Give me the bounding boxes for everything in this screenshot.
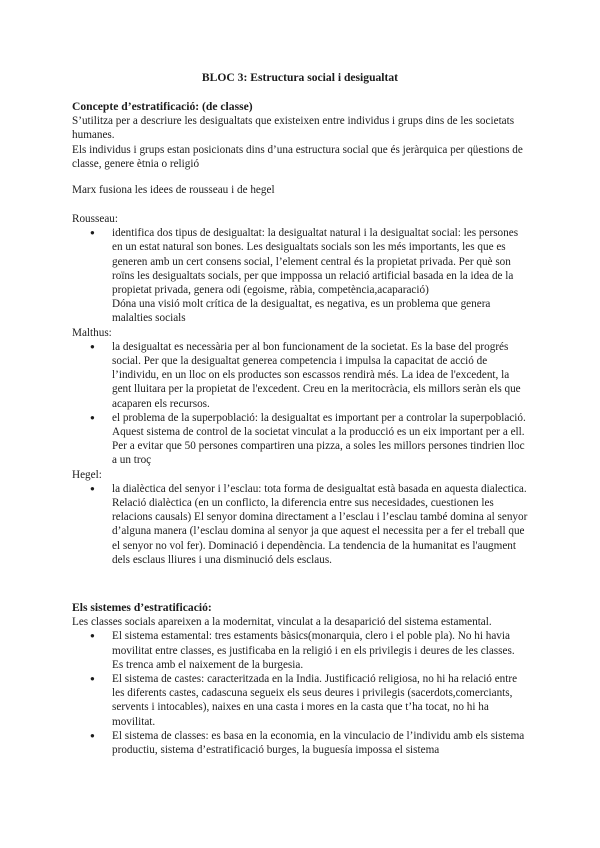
systems-section <box>72 601 528 757</box>
systems-heading: Els sistemes d’estratificació: <box>72 601 212 614</box>
rousseau-note: Dóna una visió molt crítica de la desigualtat, es negativa, es un problema que genera malalties socials <box>112 298 491 325</box>
systems-item-estamental: ● El sistema estamental: tres estaments bàsics(monarquia, clero i el poble pla). No hi havia movilitat entre classes, es justificaba en la religió i en els privilegis i deures de les classes. Es trenca amb el naixement de la burgesia. <box>112 629 528 672</box>
concept-section <box>72 100 528 171</box>
marx-line <box>72 183 528 197</box>
concept-heading: Concepte d’estratificació: (de classe) <box>72 100 253 113</box>
systems-item-classes: ● El sistema de classes: es basa en la economia, en la vinculacio de l’individu amb els sistema productiu, sistema d’estratificació burges, la buguesía impossa el sistema <box>112 729 528 757</box>
rousseau-item-text: identifica dos tipus de desigualtat: la desigualtat natural i la desigualtat social: les persones en un estat natural son bones. Les desigualtats socials son les més importants, les que es generen amb un cert consens social, l’element central és la propietat privada. Per què son roïns les desigualtats socials, per que imppossa un relació artificial basada en la idea de la propietat privada, genera odi (egoisme, ràbia, competència,acaparació) <box>112 227 519 297</box>
rousseau-label: Rousseau: <box>72 213 118 225</box>
marx-paragraph: Marx fusiona les idees de rousseau i de hegel <box>72 184 275 196</box>
hegel-list <box>72 482 528 567</box>
thinkers-section <box>72 212 528 567</box>
hegel-label: Hegel: <box>72 468 102 481</box>
malthus-label: Malthus: <box>72 326 112 339</box>
systems-intro: Les classes socials apareixen a la modernitat, vinculat a la desaparició del sistema estamental. <box>72 616 492 629</box>
malthus-list <box>72 340 528 468</box>
malthus-item-1: ● la desigualtat es necessària per al bon funcionament de la societat. Es la base del progrés social. Per que la desigualtat generea competencia i impulsa la capacitat de acció de l’individu, en un lloc on els productes son escassos rendirà més. La idea de l'excedent, la gent lluitara per la propietat de l'excedent. Creu en la meritocràcia, els millors seràn els que acaparen els recursos. <box>112 340 528 411</box>
concept-paragraph-2: Els individus i grups estan posicionats dins d’una estructura social que és jeràrquica per qüestions de classe, genere ètnia o religió <box>72 143 523 170</box>
systems-item-castes: ● El sistema de castes: caracteritzada en la India. Justificació religiosa, no hi ha relació entre les diferents castes, cadascuna segueix els seus deures i privilegis (sacerdots,comerciants, servents i intocables), naixes en una casta i mores en la casta que t’ha tocat, no hi ha movilitat. <box>112 672 528 729</box>
rousseau-item <box>112 226 528 325</box>
rousseau-list <box>72 226 528 325</box>
systems-list <box>72 629 528 757</box>
malthus-item-2: ● el problema de la superpoblació: la desigualtat es important per a controlar la superpoblació. Aquest sistema de control de la societat vinculat a la producció es un eix important per a ell. Per a evitar que 50 persones compartiren una pizza, a soles les millors persones tindrien lloc a un troç <box>112 411 528 468</box>
hegel-item: ● la dialèctica del senyor i l’esclau: tota forma de desigualtat està basada en aquesta dialectica. Relació dialèctica (en un conflicto, la diferencia entre sus necesidades, cuestionen les relacions causals) El senyor domina directament a l’esclau i l’esclau també domina al senyor d’alguna manera (l’esclau domina al senyor ja que aquest el necessita per a fer el treball que el senyor no vol fer). Dominació i dependència. La tendencia de la humanitat es l'augment dels esclaus lliures i una disminució dels esclaus. <box>112 482 528 567</box>
document-title: BLOC 3: Estructura social i desigualtat <box>201 71 399 84</box>
concept-paragraph-1: S’utilitza per a descriure les desigualtats que existeixen entre individus i grups dins de les societats humanes. <box>72 115 515 142</box>
